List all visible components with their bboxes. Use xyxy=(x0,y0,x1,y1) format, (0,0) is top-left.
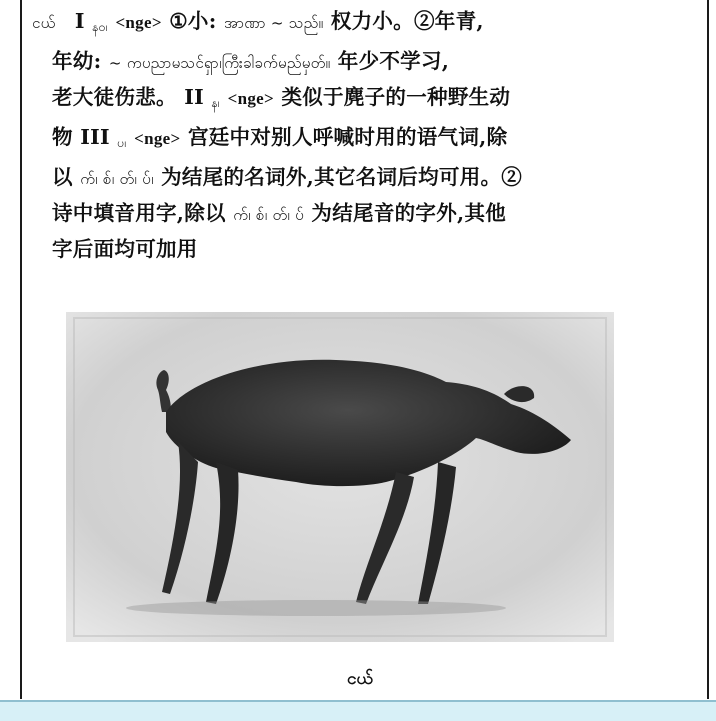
definition-text: 类似于麂子的一种野生动 xyxy=(281,85,511,109)
definition-text: 为结尾的名词外,其它名词后均可用。② xyxy=(161,165,523,189)
definition-text: 年幼: xyxy=(52,49,102,73)
definition-text: 年少不学习, xyxy=(337,49,450,73)
headword: ငယ် xyxy=(32,14,56,32)
dictionary-entry xyxy=(32,4,692,266)
phonetic: <nge> xyxy=(115,13,162,32)
definition-text: 为结尾音的字外,其他 xyxy=(311,201,507,225)
definition-text: ①小: xyxy=(169,9,217,33)
entry-line-1 xyxy=(32,4,692,44)
entry-line-2 xyxy=(32,44,692,80)
entry-line-5 xyxy=(32,160,692,196)
entry-line-3 xyxy=(32,80,692,120)
window-bottom-band xyxy=(0,700,716,721)
phonetic: <nge> xyxy=(227,89,274,108)
phonetic: <nge> xyxy=(134,129,181,148)
definition-text: 物 xyxy=(52,125,73,149)
entry-line-4 xyxy=(32,120,692,160)
definition-text: 以 xyxy=(52,165,73,189)
burmese-endings: က်၊ စ်၊ တ်၊ ပ် xyxy=(233,206,304,224)
burmese-endings: က်၊ စ်၊ တ်၊ ပ်၊ xyxy=(80,170,154,188)
sense-numeral: I xyxy=(74,9,85,33)
part-of-speech: န၊ xyxy=(211,96,221,110)
definition-text: 权力小。②年青, xyxy=(330,9,484,33)
deer-illustration xyxy=(66,312,614,642)
definition-text: 诗中填音用字,除以 xyxy=(52,201,226,225)
example-burmese: အာဏာ ~ သည်။ xyxy=(224,14,324,32)
entry-line-7 xyxy=(32,232,692,266)
definition-text: 字后面均可加用 xyxy=(52,237,198,261)
part-of-speech: နဝ၊ xyxy=(92,20,108,34)
definition-text: 宫廷中对别人呼喊时用的语气词,除 xyxy=(187,125,508,149)
sense-numeral: II xyxy=(184,85,205,109)
definition-text: 老大徒伤悲。 xyxy=(52,85,177,109)
sense-numeral: III xyxy=(80,125,110,149)
example-burmese: ~ ကပညာမသင်ရှာ၊ကြီးခါခက်မည်မှတ်။ xyxy=(108,54,331,72)
entry-line-6 xyxy=(32,196,692,232)
figure-caption: ငယ် xyxy=(347,669,373,689)
part-of-speech: ပ၊ xyxy=(117,136,127,150)
